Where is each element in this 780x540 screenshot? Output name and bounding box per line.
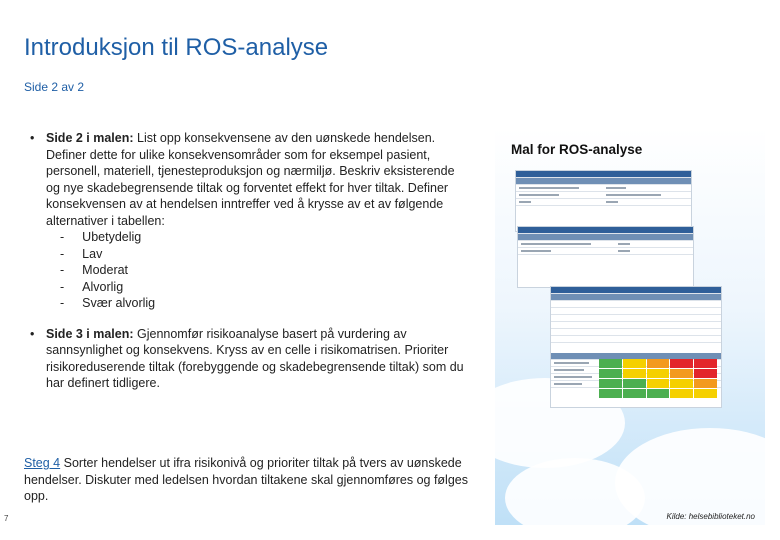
option-dash: - — [60, 263, 65, 277]
template-page-2-thumbnail — [517, 226, 694, 288]
bullet-heading: Side 2 i malen: — [46, 131, 134, 145]
bullet-heading: Side 3 i malen: — [46, 326, 134, 341]
form-header-row — [518, 227, 693, 234]
step-4-paragraph — [24, 455, 469, 505]
option-label: Svær alvorlig — [82, 296, 156, 310]
form-row — [518, 241, 693, 248]
template-page-3-thumbnail — [550, 286, 722, 408]
risk-cell-orange — [647, 359, 670, 368]
risk-cell-green — [599, 359, 622, 368]
template-page-1-thumbnail — [515, 170, 692, 232]
form-subheader-row — [551, 294, 721, 301]
form-row — [518, 248, 693, 255]
bullet-side-2 — [24, 130, 464, 312]
option-item — [46, 229, 464, 246]
form-subheader-row — [516, 178, 691, 185]
risk-cell-orange — [694, 379, 717, 388]
bullet-text: Gjennomfør risikoanalyse basert på vurdering av sannsynlighet og konsekvens. Kryss av en celle i risikomatrisen. Prioriter risikoreduserende tiltak (forebyggende og skadebegrensende tiltak) som du har definert tidligere. — [46, 326, 464, 390]
risk-cell-yellow — [694, 389, 717, 398]
form-row — [551, 329, 721, 336]
step-text: Sorter hendelser ut ifra risikonivå og prioriter tiltak på tvers av uønskede hendelser. Diskuter med ledelsen hvordan tiltakene skal gjennomføres og følges opp. — [24, 456, 468, 503]
slide-body — [24, 130, 464, 406]
risk-cell-red — [670, 359, 693, 368]
risk-cell-green — [599, 369, 622, 378]
risk-cell-yellow — [670, 389, 693, 398]
slide-title: Introduksjon til ROS-analyse — [24, 34, 329, 61]
slide-subtitle: Side 2 av 2 — [24, 80, 85, 94]
template-preview-panel — [495, 128, 765, 525]
form-row — [551, 308, 721, 315]
risk-cell-yellow — [647, 379, 670, 388]
risk-cell-red — [694, 369, 717, 378]
risk-cell-red — [694, 359, 717, 368]
form-header-row — [551, 287, 721, 294]
form-row — [551, 336, 721, 343]
form-row — [516, 199, 691, 206]
risk-cell-green — [599, 379, 622, 388]
option-item — [46, 246, 464, 263]
option-item — [46, 295, 464, 312]
bullet-marker: • — [30, 326, 35, 341]
option-label: Lav — [82, 246, 103, 261]
consequence-options — [46, 229, 464, 312]
form-subheader-row — [518, 234, 693, 241]
option-label: Alvorlig — [82, 279, 124, 294]
risk-cell-yellow — [623, 359, 646, 368]
risk-cell-yellow — [670, 379, 693, 388]
form-row — [551, 322, 721, 329]
option-label: Ubetydelig — [82, 230, 142, 244]
option-label: Moderat — [82, 263, 129, 277]
risk-cell-green — [647, 389, 670, 398]
bullet-text: List opp konsekvensene av den uønskede hendelsen. Definer dette for ulike konsekvensområder som for eksempel pasient, personell, materiell, tjenesteproduksjon og nærmiljø. Beskriv eksisterende og nye skadebegrensende tiltak og forventet effekt for hver tiltak. Definer konsekvensen av at hendelsen inntreffer ved å krysse av et av følgende alternativer i tabellen: — [46, 131, 455, 228]
form-row — [516, 192, 691, 199]
risk-cell-green — [623, 379, 646, 388]
source-credit: Kilde: helsebiblioteket.no — [666, 512, 755, 521]
bullet-marker: • — [30, 131, 35, 145]
step-label: Steg 4 — [24, 456, 61, 470]
risk-cell-green — [599, 389, 622, 398]
panel-title: Mal for ROS-analyse — [511, 142, 643, 157]
option-item — [46, 279, 464, 296]
option-dash: - — [60, 246, 65, 261]
risk-cell-yellow — [647, 369, 670, 378]
option-dash: - — [60, 279, 65, 294]
risk-cell-yellow — [623, 369, 646, 378]
option-dash: - — [60, 230, 65, 244]
option-item — [46, 262, 464, 279]
form-row — [551, 315, 721, 322]
risk-matrix — [599, 359, 717, 398]
risk-cell-green — [623, 389, 646, 398]
option-dash: - — [60, 296, 65, 310]
form-header-row — [516, 171, 691, 178]
form-row — [551, 301, 721, 308]
form-row — [516, 185, 691, 192]
risk-cell-orange — [670, 369, 693, 378]
page-number: 7 — [4, 514, 9, 523]
bullet-side-3 — [24, 326, 464, 392]
